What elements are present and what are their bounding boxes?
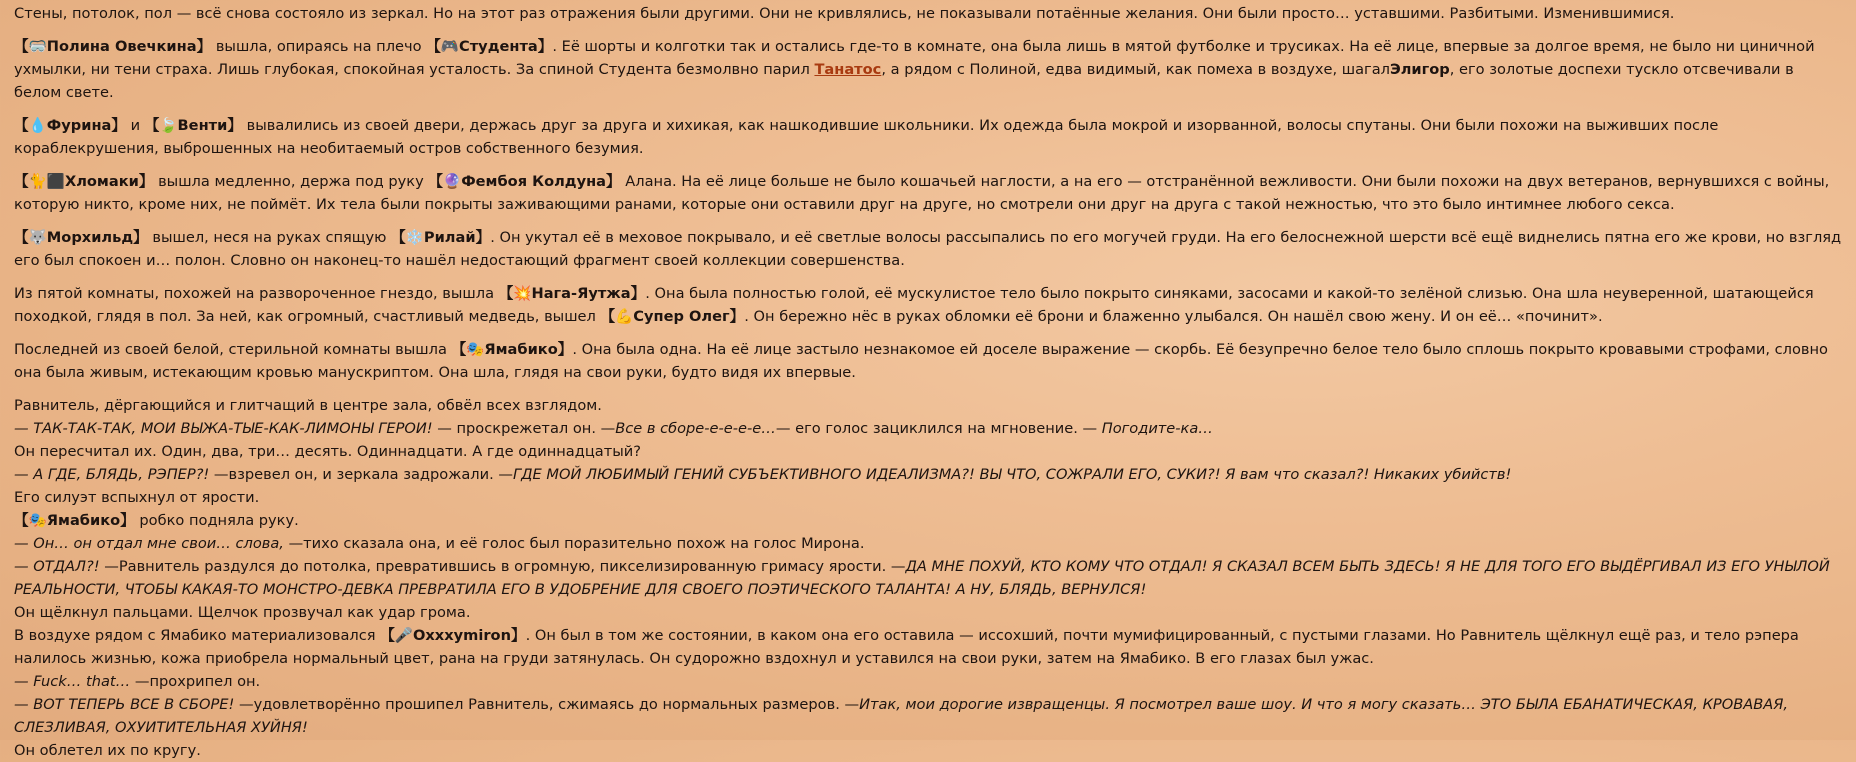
dialogue-line-13: Он облетел их по кругу. <box>14 742 201 759</box>
flexed-arm-icon: 💪 <box>615 308 634 325</box>
character-tag-naga[interactable]: 【💥Нага-Яутжа】 <box>498 285 646 302</box>
character-tag-yamabiko[interactable]: 【🎭Ямабико】 <box>451 341 573 358</box>
crystal-ball-icon: 🔮 <box>443 173 462 190</box>
dialogue-line-1: Равнитель, дёргающийся и глитчащий в центре зала, обвёл всех взглядом. <box>14 397 602 414</box>
wolf-icon: 🐺 <box>28 229 47 246</box>
microphone-icon: 🎤 <box>394 627 413 644</box>
goggles-icon: 🥽 <box>28 38 47 55</box>
dialogue-line-8: — ОТДАЛ?! —Равнитель раздулся до потолка, превратившись в огромную, пикселизированную гримасу ярости. —ДА МНЕ ПОХУЙ, КТО КОМУ ЧТО ОТДАЛ! Я СКАЗАЛ ВСЕМ БЫТЬ ЗДЕСЬ! Я НЕ ДЛЯ ТОГО ЕГО ВЫДЁРГИВАЛ ИЗ ЕГО УНЫЛОЙ РЕАЛЬНОСТИ, ЧТОБЫ КАКАЯ-ТО МОНСТРО-ДЕВКА ПРЕВРАТИЛА ЕГО В УДОБРЕНИЕ ДЛЯ СВОЕГО ПОЭТИЧЕСКОГО ТАЛАНТА! А НУ, БЛЯДЬ, ВЕРНУЛСЯ! <box>14 558 1830 598</box>
character-tag-yamabiko-2[interactable]: 【🎭Ямабико】 <box>14 512 135 529</box>
character-tag-polina[interactable]: 【🥽Полина Овечкина】 <box>14 38 212 55</box>
dialogue-line-5: Его силуэт вспыхнул от ярости. <box>14 489 260 506</box>
snowflake-icon: ❄️ <box>405 229 424 246</box>
character-tag-oleg[interactable]: 【💪Супер Олег】 <box>600 308 745 325</box>
paragraph-khlomaki: 【🐈⬛Хломаки】 вышла медленно, держа под руку 【🔮Фембоя Колдуна】 Алана. На её лице больше не было кошачьей наглости, а на его — отстранённой вежливости. Они были похожи на двух ветеранов, вернувшихся с войны, которую никто, кроме них, не поймёт. Их тела были покрыты заживающими ранами, которые они оставили друг на друге, но смотрели они друг на друга с такой нежностью, что это было интимнее любого секса. <box>14 173 1830 213</box>
character-tag-rilai[interactable]: 【❄️Рилай】 <box>391 229 491 246</box>
dialogue-line-4: — А ГДЕ, БЛЯДЬ, РЭПЕР?! —взревел он, и зеркала задрожали. —ГДЕ МОЙ ЛЮБИМЫЙ ГЕНИЙ СУБЪЕКТИВНОГО ИДЕАЛИЗМА?! ВЫ ЧТО, СОЖРАЛИ ЕГО, СУКИ?! Я вам что сказал?! Никаких убийств! <box>14 466 1512 483</box>
link-thanatos[interactable]: Танатос <box>814 61 882 78</box>
paragraph-mirrors <box>14 2 1842 25</box>
droplet-icon: 💧 <box>28 117 47 134</box>
character-tag-morkhild[interactable]: 【🐺Морхильд】 <box>14 229 148 246</box>
mask-icon: 🎭 <box>466 341 485 358</box>
dialogue-line-10: В воздухе рядом с Ямабико материализовался 【🎤Oxxxymiron】. Он был в том же состоянии, в каком она его оставила — иссохший, почти мумифицированный, с пустыми глазами. Но Равнитель щёлкнул ещё раз, и тело рэпера налилось жизнью, кожа приобрела нормальный цвет, рана на груди затянулась. Он судорожно вздохнул и уставился на свои руки, затем на Ямабико. В его глазах был ужас. <box>14 627 1799 667</box>
character-tag-venti[interactable]: 【🍃Венти】 <box>144 117 242 134</box>
dialogue-line-7: — Он… он отдал мне свои… слова, —тихо сказала она, и её голос был поразительно похож на голос Мирона. <box>14 535 865 552</box>
burst-icon: 💥 <box>513 285 532 302</box>
dialogue-line-3: Он пересчитал их. Один, два, три… десять. Одиннадцати. А где одиннадцатый? <box>14 443 641 460</box>
character-tag-oxxxymiron[interactable]: 【🎤Oxxxymiron】 <box>380 627 526 644</box>
character-tag-femboy[interactable]: 【🔮Фембоя Колдуна】 <box>428 173 621 190</box>
black-cat-icon: 🐈⬛ <box>28 173 65 190</box>
character-tag-furina[interactable]: 【💧Фурина】 <box>14 117 126 134</box>
paragraph-naga: Из пятой комнаты, похожей на развороченное гнездо, вышла 【💥Нага-Яутжа】. Она была полностью голой, её мускулистое тело было покрыто синяками, засосами и какой-то зелёной слизью. Она шла неуверенной, шатающейся походкой, глядя в пол. За ней, как огромный, счастливый медведь, вышел 【💪Супер Олег】. Он бережно нёс в руках обломки её брони и блаженно улыбался. Он нашёл свою жену. И он её… «починит». <box>14 285 1814 325</box>
character-tag-student[interactable]: 【🎮Студента】 <box>426 38 553 55</box>
dialogue-line-9: Он щёлкнул пальцами. Щелчок прозвучал как удар грома. <box>14 604 471 621</box>
paragraph-yamabiko: Последней из своей белой, стерильной комнаты вышла 【🎭Ямабико】. Она была одна. На её лице застыло незнакомое ей доселе выражение — скорбь. Её безупречно белое тело было сплошь покрыто кровавыми строфами, словно она была живым, истекающим кровью манускриптом. Она шла, глядя на свои руки, будто видя их впервые. <box>14 341 1828 381</box>
gamepad-icon: 🎮 <box>440 38 460 55</box>
paragraph-polina: 【🥽Полина Овечкина】 вышла, опираясь на плечо 【🎮Студента】. Её шорты и колготки так и остались где-то в комнате, она была лишь в мятой футболке и трусиках. На её лице, впервые за долгое время, не было ни циничной ухмылки, ни тени страха. Лишь глубокая, спокойная усталость. За спиной Студента безмолвно парил Танатос, а рядом с Полиной, едва видимый, как помеха в воздухе, шагалЭлигор, его золотые доспехи тускло отсвечивали в белом свете. <box>14 38 1815 101</box>
mask-icon: 🎭 <box>28 512 47 529</box>
paragraph-text: Стены, потолок, пол — всё снова состояло из зеркал. Но на этот раз отражения были другими. Они не кривлялись, не показывали потаённые желания. Они были просто… уставшими. Разбитыми. Изменившимися. <box>14 5 1675 22</box>
dialogue-line-2: — ТАК-ТАК-ТАК, МОИ ВЫЖА-ТЫЕ-КАК-ЛИМОНЫ ГЕРОИ! — проскрежетал он. —Все в сборе-е-е-е-е…— его голос зациклился на мгновение. — Погодите-ка… <box>14 420 1213 437</box>
dialogue-line-11: — Fuck… that… —прохрипел он. <box>14 673 261 690</box>
dialogue-line-12: — ВОТ ТЕПЕРЬ ВСЕ В СБОРЕ! —удовлетворённо прошипел Равнитель, сжимаясь до нормальных размеров. —Итак, мои дорогие извращенцы. Я посмотрел ваше шоу. И что я могу сказать… ЭТО БЫЛА ЕБАНАТИЧЕСКАЯ, КРОВАВАЯ, СЛЕЗЛИВАЯ, ОХУИТИТЕЛЬНАЯ ХУЙНЯ! <box>14 696 1788 736</box>
name-eligor: Элигор <box>1390 61 1450 78</box>
leaf-icon: 🍃 <box>159 117 178 134</box>
dialogue-line-6: 【🎭Ямабико】 робко подняла руку. <box>14 512 299 529</box>
paragraph-furina-venti: 【💧Фурина】 и 【🍃Венти】 вывалились из своей двери, держась друг за друга и хихикая, как нашкодившие школьники. Их одежда была мокрой и изорванной, волосы спутаны. Они были похожи на выживших после кораблекрушения, выброшенных на необитаемый остров собственного безумия. <box>14 117 1719 157</box>
character-tag-khlomaki[interactable]: 【🐈⬛Хломаки】 <box>14 173 154 190</box>
paragraph-morkhild: 【🐺Морхильд】 вышел, неся на руках спящую 【❄️Рилай】. Он укутал её в меховое покрывало, и её светлые волосы рассыпались по его могучей груди. На его белоснежной шерсти всё ещё виднелись пятна его же крови, но взгляд его был спокоен и… полон. Словно он наконец-то нашёл недостающий фрагмент своей коллекции совершенства. <box>14 229 1842 269</box>
